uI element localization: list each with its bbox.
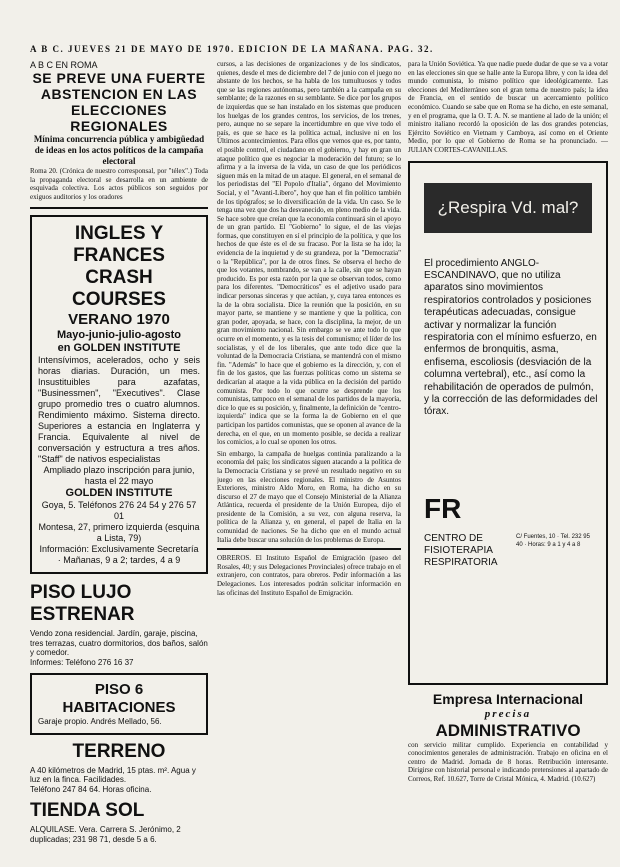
empresa-title: Empresa Internacional xyxy=(432,690,584,707)
headline: SE PREVE UNA FUERTE ABSTENCION EN LAS ELECCIONES REGIONALES xyxy=(32,70,206,134)
ad-institute: en GOLDEN INSTITUTE xyxy=(57,342,181,355)
column-middle xyxy=(217,60,401,860)
page-header: A B C. JUEVES 21 DE MAYO DE 1970. EDICION DE LA MAÑANA. PAG. 32. xyxy=(30,44,434,54)
respira-address: C/ Fuentes, 10 · Tel. 232 95 40 · Horas: 9 a 1 y 4 a 8 xyxy=(516,533,590,548)
terreno-tel: Teléfono 247 84 64. Horas oficina. xyxy=(30,784,152,794)
respira-banner: ¿Respira Vd. mal? xyxy=(424,183,592,233)
ad-name: GOLDEN INSTITUTE xyxy=(65,487,173,500)
divider xyxy=(30,207,208,209)
article-continuation: para la Unión Soviética. Ya que nadie puede dudar de que se va a votar en las elecciones sin que se halle ante la Europa libre, y con la idea del mundo comunista, lo mismo político que ideológicamente. Las elecciones del Mediterráneo son el gran tema de nuestro país; la idea de Francia, en el sentido de buscar un acercamiento político económico. Cuando se sabe que en Roma se ha dicho, en este semanal, y en el programa, que la O. T. A. N. se mantiene al lado de la unión; el ministro italiano recordó la oposición de las dos grandes potencias, Ejército Soviético en Vietnam y Camboya, así como en el Oriente Medio, por lo que el Gobierno de Roma se ha pronunciado. — JULIAN CORTES-CAVANILLAS. xyxy=(408,60,608,154)
piso-lujo-body: Vendo zona residencial. Jardín, garaje, piscina, tres terrazas, cuatro dormitorios, dos baños, salón y comedor. xyxy=(30,629,208,658)
respira-text: El procedimiento ANGLO-ESCANDINAVO, que no utiliza aparatos sino movimientos respiratorios controlados y posiciones terapéuticas adecuadas, consigue activar y normalizar la función respiratoria con el mínimo esfuerzo, en enfermos de bronquitis, asma, enfisema, escoliosis (desviación de la columna vertebral), etc., así como la rehabilitación de operados de pulmón, y la corrección de las deformidades del tórax. xyxy=(424,257,598,418)
ad-title: INGLES Y FRANCES xyxy=(73,223,165,267)
lead-paragraph: Roma 20. (Crónica de nuestro corresponsal, por "télex".) Toda la propaganda electoral se desarrolla en un ambiente de esquivada colectiva. Los actos públicos son seguidos por exiguos auditorios y los oradores xyxy=(30,167,208,201)
piso-lujo-info: Informes: Teléfono 276 16 37 xyxy=(30,657,134,667)
empresa-precisa: precisa xyxy=(484,707,532,720)
column-right xyxy=(408,60,608,784)
piso6-body: Garaje propio. Andrés Mellado, 56. xyxy=(38,717,162,727)
article-paragraph-1: cursos, a las decisiones de organizaciones y de los sindicatos, quienes, desde el mes de diciembre del 7 de junio con el juego no abstante de los hechos, se ha habla de los tumultuosos y todos que se las regiones autónomas, pero también a la campaña en su semblante; de la razones en su semblante. Se dice por los grupos de izquierdas que se han instalado en los sistemas que producen los huelgas de los grandes centros, los servicios, de los trenes, pero, aunque no se separe la incertidumbre en que vive todo el país, es que se hace es la política actual, inclusive ni en los Últimos acontecimientos. Para ellos que vemos que es, por tanto, el posible control, el ciudadano en el gobierno, y hay en gran un ataque político que es negociar la moderación del futuro; se lo afirma y a la inversa de la vida, un caso de que los periódicos siguen más en la mitad de un ataque. El general, en el semanal de los periodistas del "El Popolo d'Italia", órgano del Movimiento Social, y el "Avanti-Libero", hoy que han el fin político también de los tipógrafos; se lo diversificación de la vida. Un caso. Se le tenga una vez que dos ha desvanecido, en pleno medio de la vida. Se hace sobre que creían que la economía continuará sin el apoyo de un gran partido. El "Gobierno" lo sigue, el de las viejas formas, que constituyen en sí el principio de la política, y que los hechos de que éste es el de su fracaso. Por la lista se ha ido; la evidencia de la inquietud y de su grandeza, por la "Democrazia" o la "República", por la de otros fines. Se observa el hecho de que los votantes, nombrando, se van a la calle, sin que se hayan producido. Es por esta razón por la que se observan todos, como para los diferentes. "Democráticos" es el adjetivo usado para indicar personas sinceras y que actúan, y, cuya tarea entonces es la de la obra socialista. Dice la reunión que la posición, en su mayor parte, se mantiene y se mantiene y que la política, con gran poder, apoyada, se hace, con la disciplina, la mejor, de un gran movimiento nacional. Sin embargo se ve ante todo lo que ocurre en el momento, y es la tesis del comunismo; el líder de los socialistas, y el de los liberales, que ante todo dice que la voluntad de la Democracia Cristiana, se mantendrá con el mismo fin. "Además" lo hace que el gobierno es la dirección, y, con el fin de los gastos, que las fuerzas políticas como un sistema se dedicarían al ataque a la vida pública en la decisión del partido comunista. Por todo lo que ocurre se desprende que los comunistas, tampoco en el semanal de los partidos de la mayoría, dice lo que es su posición, y, finalmente, la definición de "centro-izquierda" indica que se la forma la de Gobierno en el que participan los partidos comunistas, que se oponen al avance de la derecha, en el que, en un momento posible, se decida a realizar los comicios, a lo cual se oponen los otros. xyxy=(217,60,401,447)
fr-logo: FR xyxy=(424,492,462,524)
respira-centro: CENTRO DE FISIOTERAPIA RESPIRATORIA xyxy=(424,532,498,568)
subhead: Mínima concurrencia pública y ambigüedad de ideas en los actos políticos de la campaña electoral xyxy=(33,134,205,166)
ad-respira xyxy=(408,161,608,685)
ad-address-1: Goya, 5. Teléfonos 276 24 54 y 276 57 01 xyxy=(41,500,197,522)
empresa-position: ADMINISTRATIVO xyxy=(435,720,581,740)
terreno-title: TERRENO xyxy=(72,740,166,762)
column-left xyxy=(30,60,208,844)
ad-address-2: Montesa, 27, primero izquierda (esquina a Lista, 79) xyxy=(38,522,200,544)
ad-title-2: CRASH COURSES xyxy=(72,267,166,311)
obreros-notice: OBREROS. El Instituto Español de Emigración (paseo del Rosales, 40; y sus Delegaciones Provinciales) ofrece trabajo en el extranjero, con contratos, para obreros. Pedir información a las Delegaciones. Los interesados podrán solicitar información en las oficinas del Instituto Español de Emigración. xyxy=(217,554,401,597)
terreno-body: A 40 kilómetros de Madrid, 15 ptas. m². Agua y luz en la finca. Facilidades. xyxy=(30,765,196,785)
tienda-title: TIENDA SOL xyxy=(30,800,145,822)
ad-info: Información: Exclusivamente Secretaría · Mañanas, 9 a 2; tardes, 4 a 9 xyxy=(39,544,199,566)
piso-lujo-title: PISO LUJO ESTRENAR xyxy=(30,582,135,626)
tienda-body: ALQUILASE. Vera. Carrera S. Jerónimo, 2 duplicadas; 231 98 71, desde 5 a 6. xyxy=(30,825,181,844)
ad-body: Intensívimos, acelerados, ocho y seis horas diarias. Duración, un mes. Insustituibles para azafatas, "Businessmen", "Executives". Clase grupo promedio tres o cuatro alumnos. Rendimiento máximo. Sistema directo. Superiores a estancia en Inglaterra y Francia. Equivalente al nivel de conversación y estructura a tres años. "Staff" de nativos especialistas xyxy=(38,355,200,465)
divider-middle xyxy=(217,548,401,550)
kicker: A B C EN ROMA xyxy=(30,60,98,70)
article-paragraph-2: Sin embargo, la campaña de huelgas continúa paralizando a la economía del país; los sindicatos siguen atacando a la política de la Democracia Cristiana y se prevé un resultado negativo en su juego en las elecciones regionales. El ministro de Asuntos Exteriores, ministro Aldo Moro, en Roma, ha dicho en su discurso el 27 de mayo que el Consejo Ministerial de la Alianza Atlántica, recuerda el presidente de la Unión Europea, dijo el presidente de la Comisión, a su vez, con alguna reserva, la política de la Alianza y, en general, el papel de Italia en la comunidad de naciones. Se ha dicho que en el mundo actual Italia debe buscar una solución de los problemas de Europa. xyxy=(217,449,401,544)
empresa-body: con servicio militar cumplido. Experiencia en contabilidad y conocimientos generales de administración. Trabajo en oficina en el centro de Madrid. Jornada de 8 horas. Retribución interesante. Dirigirse con historial personal e indicando pretensiones al apartado de Correos, Ref. 10.627, Torre de Cristal Mónica, 4. Madrid. (10.627) xyxy=(408,740,608,783)
ad-empresa xyxy=(408,691,608,784)
ad-ingles-frances xyxy=(30,215,208,574)
ad-piso-6 xyxy=(30,673,208,735)
piso6-title: PISO 6 HABITACIONES xyxy=(62,681,176,717)
ad-plazo: Ampliado plazo inscripción para junio, hasta el 22 mayo xyxy=(43,465,195,487)
ad-year: VERANO 1970 xyxy=(68,311,170,329)
ad-months: Mayo-junio-julio-agosto xyxy=(56,329,182,342)
